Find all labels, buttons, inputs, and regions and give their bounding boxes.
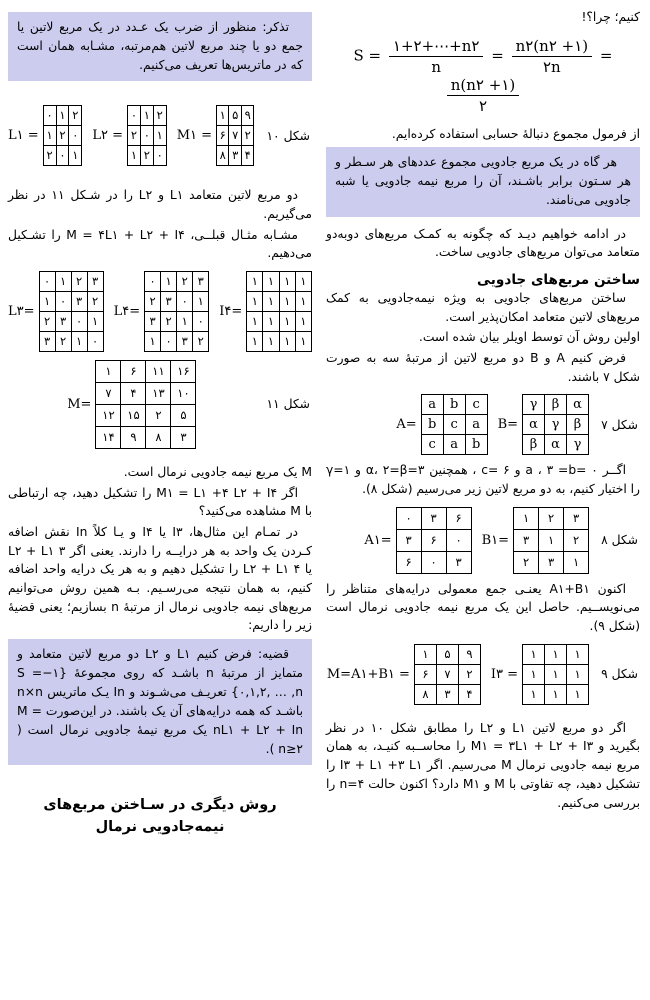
matrix-row — [39, 311, 103, 331]
matrix-cell: ۷ — [229, 126, 241, 146]
matrix-A1-group — [364, 507, 471, 574]
matrix-L1-label: L۱ = — [8, 128, 39, 144]
para-after-figure-8: اکنون A۱+B۱ یعنـی جمع معمولی درایه‌های متناظر را می‌نویســیم. حاصل این یک مربع نیمه جادویی نرمال است (شکل ۹). — [326, 581, 640, 634]
matrix-cell: ۳ — [193, 271, 209, 291]
matrix-B — [522, 394, 589, 455]
matrix-cell: ۱ — [247, 331, 263, 351]
matrix-cell: ۳ — [539, 551, 564, 573]
matrix-cell: ۱۱ — [146, 360, 171, 382]
matrix-row — [127, 106, 166, 126]
para-after-figure-11-2: اگر M۱ = L۱ +۴ L۲ + I۴ را تشکیل دهید، چه ارتباطی با M مشاهده می‌کنید؟ — [8, 485, 312, 519]
matrix-row — [523, 435, 589, 455]
matrix-I4-group — [219, 271, 312, 352]
section-title-magic-squares: ساختن مربع‌های جادویی — [477, 271, 640, 288]
matrix-cell: ۱ — [295, 311, 311, 331]
matrix-cell: b — [421, 415, 443, 435]
matrix-row — [414, 664, 480, 684]
matrix-row — [43, 126, 82, 146]
matrix-B-group — [498, 394, 589, 455]
matrix-row — [39, 271, 103, 291]
matrix-cell: β — [545, 395, 567, 415]
matrix-cell: ۱۶ — [171, 360, 196, 382]
matrix-cell: ۱ — [96, 360, 121, 382]
matrix-M-magic-label: M= — [67, 396, 92, 412]
matrix-cell: ۲ — [539, 507, 564, 529]
matrix-cell: γ — [545, 415, 567, 435]
matrix-cell: ۱ — [279, 311, 295, 331]
matrix-cell: ۰ — [396, 507, 421, 529]
matrix-cell: ۱ — [145, 331, 161, 351]
matrix-M1 — [216, 105, 254, 166]
matrix-cell: ۰ — [193, 311, 209, 331]
matrix-cell: β — [523, 435, 545, 455]
matrix-cell: ۳ — [39, 331, 55, 351]
matrix-cell: ۲ — [161, 311, 177, 331]
matrix-cell: ۱ — [140, 106, 153, 126]
matrix-cell: ۰ — [177, 291, 193, 311]
matrix-L2-label: L۲ = — [92, 128, 123, 144]
matrix-cell: ۱ — [56, 106, 69, 126]
matrix-cell: ۱ — [263, 311, 279, 331]
matrix-row — [396, 507, 471, 529]
matrix-cell: ۰ — [127, 106, 140, 126]
matrix-row — [127, 126, 166, 146]
matrix-cell: α — [523, 415, 545, 435]
matrix-cell: b — [443, 395, 465, 415]
sum-formula — [326, 37, 640, 115]
matrix-row — [396, 529, 471, 551]
callout-theorem-text: قضیه: فرض کنیم L۱ و L۲ دو مربع لاتین متعامد و متمایز از مرتبهٔ n باشـد که روی مجموعهٔ {۱−S = {۰,۱,۲, … ,n تعریـف می‌شـوند و In یـک ماتریس n×n باشـد که همه درایه‌های آن یک باشند. در این‌صورت M = nL۱ + L۲ + In یک مربع نیمهٔ جادویی نرمال است ( ۲≤n ). — [17, 647, 303, 757]
fraction-3 — [447, 76, 519, 115]
right-column — [320, 0, 650, 1000]
matrix-cell: ۱۲ — [96, 404, 121, 426]
matrix-row — [39, 291, 103, 311]
matrix-cell: ۳ — [161, 291, 177, 311]
matrix-cell: c — [443, 415, 465, 435]
matrix-cell: ۵ — [229, 106, 241, 126]
matrix-row — [414, 684, 480, 704]
matrix-cell: ۱ — [295, 271, 311, 291]
fraction-1-numerator: ۱+۲+⋯+n۲ — [389, 37, 484, 57]
para-section-3: فرض کنیم A و B دو مربع لاتین از مرتبهٔ سه به صورت شکل ۷ باشند. — [326, 350, 640, 384]
matrix-cell: ۱ — [161, 271, 177, 291]
matrix-cell: ۰ — [56, 146, 69, 166]
left-column — [0, 0, 320, 1000]
callout-semi-magic-definition — [326, 147, 640, 216]
matrix-cell: ۲ — [564, 529, 589, 551]
fraction-3-denominator: ۲ — [478, 96, 488, 115]
matrix-row — [96, 426, 196, 448]
matrix-cell: ۳ — [396, 529, 421, 551]
fraction-2-numerator: n۲(n۲ +۱) — [512, 37, 593, 57]
callout-note — [8, 12, 312, 81]
para-after-callout: در ادامه خواهیم دیـد که چگونه به کمـک مربع‌های دوبه‌دو متعامد می‌توان مربع‌های جادویی ساخت. — [326, 226, 640, 260]
matrix-row — [145, 311, 209, 331]
matrix-cell: ۱ — [263, 271, 279, 291]
matrix-B1-group — [482, 507, 589, 574]
matrix-cell: ۰ — [69, 126, 82, 146]
matrix-cell: a — [421, 395, 443, 415]
matrix-cell: ۵ — [171, 404, 196, 426]
formula-lhs: S — [353, 46, 364, 65]
matrix-cell: b — [465, 435, 487, 455]
matrix-A1-label: A۱= — [364, 532, 392, 548]
matrix-cell: ۷ — [96, 382, 121, 404]
matrix-B1-label: B۱= — [481, 532, 510, 548]
figure-8 — [326, 507, 640, 574]
matrix-cell: ۳ — [229, 146, 241, 166]
callout-theorem — [8, 639, 312, 765]
matrix-row — [145, 331, 209, 351]
matrix-cell: γ — [567, 435, 589, 455]
matrix-row — [523, 664, 589, 684]
matrix-cell: ۹ — [241, 106, 254, 126]
matrix-L4-label: L۴= — [113, 303, 141, 319]
matrix-cell: ۹ — [121, 426, 146, 448]
fraction-2 — [512, 37, 593, 76]
callout-note-text: تذکر: منظور از ضرب یک عـدد در یک مربع لاتین یا جمع دو یا چند مربع لاتین هم‌مرتبه، مشـابه همان است که در ماتریس‌ها تعریف می‌کنیم. — [17, 20, 303, 73]
matrix-cell: ۲ — [87, 291, 103, 311]
matrix-cell: ۱ — [193, 291, 209, 311]
figure-10 — [8, 105, 312, 166]
para-section-1: ساختن مربع‌های جادویی به ویژه نیمه‌جادویی به کمک مربع‌های لاتین متعامد امکان‌پذیر است. — [326, 290, 640, 324]
matrix-row — [43, 106, 82, 126]
figure-7-caption: شکل ۷ — [601, 417, 638, 432]
matrix-cell: ۳ — [177, 331, 193, 351]
after-formula-text: از فرمول مجموع دنبالهٔ حسابی استفاده کرده‌ایم. — [391, 126, 640, 141]
matrix-cell: ۱ — [414, 644, 436, 664]
matrix-row — [217, 126, 254, 146]
matrix-cell: ۱ — [567, 664, 589, 684]
matrix-row — [247, 291, 312, 311]
matrix-cell: ۱ — [43, 126, 56, 146]
matrix-L3-group — [8, 271, 104, 352]
matrix-cell: ۱ — [545, 684, 567, 704]
matrix-cell: ۳ — [446, 551, 471, 573]
matrix-cell: ۱ — [247, 291, 263, 311]
matrix-cell: ۱ — [567, 684, 589, 704]
matrix-cell: c — [421, 435, 443, 455]
matrix-cell: ۲ — [71, 271, 87, 291]
matrix-cell: ۲ — [127, 126, 140, 146]
matrix-L2-group — [92, 105, 166, 166]
matrix-cell: ۶ — [121, 360, 146, 382]
matrix-row — [145, 291, 209, 311]
matrix-row — [514, 507, 589, 529]
matrix-cell: ۵ — [436, 644, 458, 664]
matrix-L1-group — [8, 105, 82, 166]
matrix-M-sum-label: M=A۱+B۱ = — [326, 666, 410, 682]
matrix-cell: ۱ — [71, 331, 87, 351]
matrix-row — [247, 331, 312, 351]
matrix-L4 — [144, 271, 209, 352]
figure-11-caption: شکل ۱۱ — [266, 397, 310, 412]
matrix-cell: ۱ — [567, 644, 589, 664]
matrix-row — [145, 271, 209, 291]
matrix-cell: ۳ — [171, 426, 196, 448]
para-after-figure-11-3: در تمـام این مثال‌ها، I۳ یا I۴ و یـا کلاً In نقش اضافه کـردن یک واحد به هر درایــه را دارند. یعنی اگر L۲ + L۱ ۳ یا L۲ + L۱ ۴ را تشکیل دهیم و به هر یک درایه واحد اضافه کنیم، به همان نتیجه می‌رسـیم. بـه همین روش می‌توانیم مربع‌های نیمه جادویی نرمال از مرتبهٔ n بسازیم؛ یعنی قضیهٔ زیر را داریم: — [8, 524, 313, 633]
matrix-cell: ۲ — [458, 664, 480, 684]
para-after-figure-10-1: دو مربع لاتین متعامد L۱ و L۲ را در شـکل ۱۱ در نظر می‌گیریم. — [8, 188, 312, 221]
matrix-B1 — [513, 507, 589, 574]
matrix-row — [217, 106, 254, 126]
matrix-row — [247, 311, 312, 331]
figure-latin-order4 — [8, 271, 312, 352]
fraction-1-denominator: n — [431, 57, 442, 76]
matrix-cell: ۱ — [279, 331, 295, 351]
figure-9 — [326, 644, 640, 705]
matrix-row — [414, 644, 480, 664]
matrix-cell: ۱ — [279, 271, 295, 291]
matrix-cell: ۶ — [217, 126, 229, 146]
matrix-cell: ۷ — [436, 664, 458, 684]
matrix-cell: a — [465, 415, 487, 435]
matrix-cell: α — [545, 435, 567, 455]
matrix-cell: ۱ — [523, 644, 545, 664]
matrix-cell: ۳ — [145, 311, 161, 331]
para-after-figure-11-1: M یک مربع نیمه جادویی نرمال است. — [123, 464, 312, 479]
matrix-cell: ۱ — [55, 271, 71, 291]
matrix-row — [43, 146, 82, 166]
matrix-cell: ۴ — [121, 382, 146, 404]
matrix-cell: a — [443, 435, 465, 455]
matrix-cell: ۲ — [153, 106, 166, 126]
figure-7 — [326, 394, 640, 455]
matrix-cell: ۳ — [564, 507, 589, 529]
matrix-cell: ۶ — [446, 507, 471, 529]
top-line: کنیم؛ چرا؟! — [581, 10, 640, 24]
matrix-cell: ۰ — [145, 271, 161, 291]
matrix-cell: c — [465, 395, 487, 415]
matrix-cell: ۲ — [241, 126, 254, 146]
matrix-cell: ۰ — [71, 311, 87, 331]
matrix-cell: ۱۳ — [146, 382, 171, 404]
matrix-row — [96, 404, 196, 426]
para-after-figure-7: اگــر ۰ =a ، ۳ =b و ۶ =c ، همچنین ۳=α، ۲=β و ۱=γ را اختیار کنیم، به دو مربع لاتین زیر می‌رسیم (شکل ۸). — [326, 463, 640, 497]
figure-9-caption: شکل ۹ — [601, 667, 638, 682]
matrix-cell: ۱ — [279, 291, 295, 311]
matrix-B-label: B= — [497, 417, 519, 433]
matrix-cell: ۱ — [295, 291, 311, 311]
matrix-I3-label: I۳ = — [490, 666, 519, 682]
matrix-cell: ۸ — [146, 426, 171, 448]
matrix-cell: ۰ — [43, 106, 56, 126]
figure-11 — [8, 360, 312, 449]
matrix-row — [523, 644, 589, 664]
matrix-row — [39, 331, 103, 351]
matrix-A-label: A= — [396, 417, 417, 433]
matrix-cell: ۴ — [458, 684, 480, 704]
matrix-cell: ۳ — [87, 271, 103, 291]
matrix-cell: ۳ — [55, 311, 71, 331]
matrix-cell: ۰ — [39, 271, 55, 291]
matrix-row — [421, 395, 487, 415]
fraction-3-numerator: n(n۲ +۱) — [447, 76, 519, 96]
matrix-cell: ۱ — [247, 271, 263, 291]
para-section-2: اولین روش آن توسط اویلر بیان شده است. — [418, 330, 640, 345]
matrix-row — [396, 551, 471, 573]
matrix-row — [421, 435, 487, 455]
matrix-cell: ۱۵ — [121, 404, 146, 426]
para-after-figure-10-2: مشـابه مثـال قبلــی، M = ۴L۱ + L۲ + I۴ را تشـکیل می‌دهیم. — [8, 227, 312, 261]
bottom-section-title: روش دیگری در سـاختن مربع‌های نیمه‌جادویی نرمال — [43, 797, 277, 836]
matrix-cell: ۱ — [247, 311, 263, 331]
matrix-cell: ۱۰ — [171, 382, 196, 404]
matrix-cell: ۱ — [39, 291, 55, 311]
matrix-M-sum — [414, 644, 481, 705]
matrix-cell: α — [567, 395, 589, 415]
matrix-cell: ۲ — [140, 146, 153, 166]
matrix-row — [523, 395, 589, 415]
matrix-L3-label: L۳= — [8, 303, 35, 319]
matrix-row — [523, 684, 589, 704]
matrix-cell: ۱ — [87, 311, 103, 331]
matrix-row — [514, 551, 589, 573]
matrix-cell: ۱ — [69, 146, 82, 166]
matrix-cell: ۸ — [414, 684, 436, 704]
matrix-cell: ۰ — [55, 291, 71, 311]
callout-semi-magic-text: هر گاه در یک مربع جادویی مجموع عددهای هر سـطر و هر سـتون برابر باشـند، آن را مربع نیمه جادویی یا شبه جادویی می‌نامند. — [335, 155, 631, 208]
matrix-row — [514, 529, 589, 551]
matrix-row — [421, 415, 487, 435]
matrix-cell: ۰ — [161, 331, 177, 351]
matrix-cell: ۲ — [177, 271, 193, 291]
matrix-cell: ۳ — [436, 684, 458, 704]
matrix-cell: ۱ — [217, 106, 229, 126]
matrix-cell: ۳ — [71, 291, 87, 311]
matrix-cell: ۴ — [241, 146, 254, 166]
matrix-A1 — [396, 507, 472, 574]
figure-10-caption: شکل ۱۰ — [266, 128, 310, 143]
equals-sign-3: = — [599, 46, 613, 65]
matrix-cell: ۰ — [446, 529, 471, 551]
matrix-L1 — [43, 105, 83, 166]
matrix-A — [421, 394, 488, 455]
matrix-I3 — [522, 644, 589, 705]
matrix-cell: γ — [523, 395, 545, 415]
matrix-cell: ۲ — [193, 331, 209, 351]
matrix-cell: ۱۴ — [96, 426, 121, 448]
matrix-cell: ۶ — [414, 664, 436, 684]
matrix-cell: ۲ — [55, 331, 71, 351]
matrix-I4-label: I۴= — [219, 303, 243, 319]
matrix-I4 — [246, 271, 312, 352]
matrix-cell: ۱ — [564, 551, 589, 573]
matrix-cell: ۲ — [43, 146, 56, 166]
matrix-cell: ۲ — [69, 106, 82, 126]
matrix-row — [127, 146, 166, 166]
matrix-cell: ۲ — [56, 126, 69, 146]
matrix-cell: ۱ — [545, 664, 567, 684]
matrix-cell: ۰ — [140, 126, 153, 146]
matrix-cell: ۱ — [523, 684, 545, 704]
matrix-cell: ۱ — [545, 644, 567, 664]
matrix-cell: ۹ — [458, 644, 480, 664]
matrix-cell: ۰ — [153, 146, 166, 166]
matrix-cell: β — [567, 415, 589, 435]
matrix-cell: ۱ — [177, 311, 193, 331]
para-bottom-right: اگر دو مربع لاتین L۱ و L۲ را مطابق شکل ۱۰ در نظر بگیرید و M۱ = ۳L۱ + L۲ + I۳ را محاســبه کنیـد، به همان مربع نیمه جادویی نرمال M می‌رسیم. اگر I۳ + L۱ +۳ L۱ را تشکیل دهید، چه تفاوتی با M و M۱ دارد؟ اکنون حالت ۴=n را بررسی می‌کنیم. — [326, 720, 641, 810]
equals-sign: = — [368, 46, 382, 65]
matrix-row — [247, 271, 312, 291]
matrix-L2 — [127, 105, 167, 166]
matrix-row — [523, 415, 589, 435]
matrix-M-magic-group — [67, 360, 196, 449]
figure-8-caption: شکل ۸ — [601, 533, 638, 548]
matrix-M-sum-group — [327, 644, 481, 705]
matrix-L4-group — [114, 271, 210, 352]
matrix-L3 — [39, 271, 104, 352]
matrix-cell: ۳ — [514, 529, 539, 551]
equals-sign-2: = — [491, 46, 504, 65]
matrix-M1-group — [177, 105, 255, 166]
matrix-I3-group — [491, 644, 589, 705]
matrix-cell: ۱ — [523, 664, 545, 684]
matrix-cell: ۱ — [127, 146, 140, 166]
matrix-cell: ۱ — [295, 331, 311, 351]
matrix-row — [217, 146, 254, 166]
matrix-M1-label: M۱ = — [176, 128, 213, 144]
matrix-cell: ۶ — [421, 529, 446, 551]
fraction-1 — [389, 37, 484, 76]
fraction-2-denominator: ۲n — [543, 57, 561, 76]
matrix-cell: ۰ — [87, 331, 103, 351]
matrix-cell: ۱ — [153, 126, 166, 146]
matrix-row — [96, 382, 196, 404]
matrix-cell: ۰ — [421, 551, 446, 573]
matrix-cell: ۶ — [396, 551, 421, 573]
matrix-cell: ۱ — [514, 507, 539, 529]
matrix-cell: ۸ — [217, 146, 229, 166]
matrix-cell: ۱ — [263, 331, 279, 351]
matrix-row — [96, 360, 196, 382]
matrix-cell: ۲ — [39, 311, 55, 331]
matrix-cell: ۲ — [514, 551, 539, 573]
matrix-cell: ۱ — [263, 291, 279, 311]
matrix-cell: ۳ — [421, 507, 446, 529]
matrix-cell: ۱ — [539, 529, 564, 551]
matrix-cell: ۲ — [145, 291, 161, 311]
matrix-A-group — [396, 394, 487, 455]
matrix-M-magic — [95, 360, 196, 449]
matrix-cell: ۲ — [146, 404, 171, 426]
